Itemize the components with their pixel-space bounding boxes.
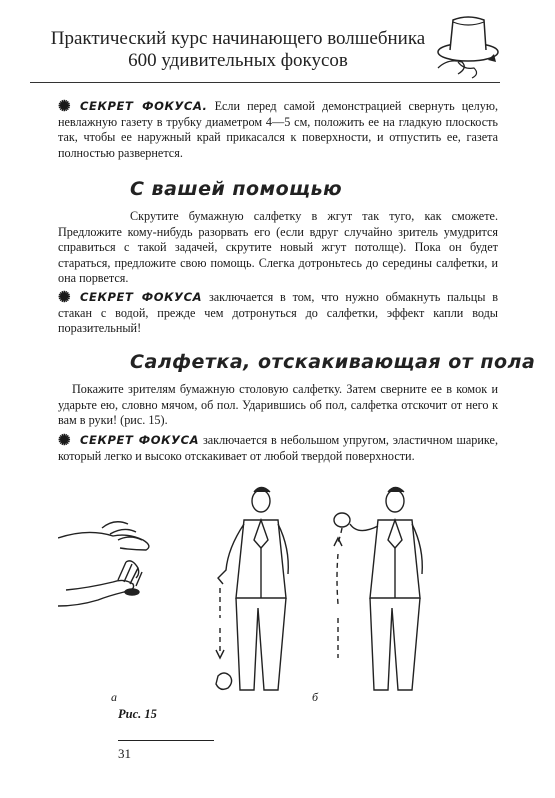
section-heading: Салфетка, отскакивающая от пола [130, 351, 536, 373]
paragraph-secret-1 [58, 99, 498, 161]
asterisk-icon: ✺ [58, 433, 71, 449]
asterisk-icon: ✺ [58, 99, 71, 115]
page-number: 31 [118, 746, 131, 761]
paragraph-secret-2 [58, 290, 498, 337]
header-title-line-1: Практический курс начинающего волшебника [50, 28, 426, 49]
section-paragraph: Скрутите бумажную салфетку в жгут так туго, как сможете. Предложите кому-нибудь разорвать его (если вдруг случайно зритель умудрится справиться с такой задачей, скрутите новый жгут потолще). Пока он будет стараться, предложите свою помощь. Слегка дотроньтесь до середины салфетки, и она порвется. [58, 209, 498, 286]
header-divider [30, 82, 500, 83]
hands-drawing [58, 522, 149, 606]
header-title-line-2: 600 удивительных фокусов [128, 50, 348, 71]
secret-lead: СЕКРЕТ ФОКУСА [80, 433, 200, 447]
paragraph-text: заключается в том, что нужно обмакнуть пальцы в стакан с водой, прежде чем дотронуться до салфетки, эффект капли воды поразительный! [58, 290, 498, 336]
secret-lead: СЕКРЕТ ФОКУСА. [80, 99, 208, 113]
figure-illustration [58, 478, 498, 708]
asterisk-icon: ✺ [58, 290, 71, 306]
secret-lead: СЕКРЕТ ФОКУСА [80, 290, 203, 304]
figure-label-b: б [312, 690, 319, 704]
paragraph-secret-3 [58, 433, 498, 464]
paragraph-text: Если перед самой демонстрацией свернуть целую, невлажную газету в трубку диаметром 4—5 см, положить ее на гладкую плоскость так, чтобы ее наружный край прикасался к поверхности, и отпустить ее, газета полностью развернется. [58, 99, 498, 160]
figure-caption: Рис. 15 [118, 707, 157, 721]
figure-label-a: а [111, 690, 117, 704]
magician-hat-icon [428, 8, 508, 86]
magician-figure-b [334, 488, 422, 691]
paragraph-text: заключается в небольшом упругом, эластичном шарике, который легко и высоко отскакивает от любой твердой поверхности. [58, 433, 498, 463]
section-paragraph: Покажите зрителям бумажную столовую салфетку. Затем сверните ее в комок и ударьте ею, словно мячом, об пол. Ударившись об пол, салфетка отскочит от него к вам в руки! (рис. 15). [58, 382, 498, 428]
running-header [38, 28, 438, 72]
footer-divider [118, 740, 214, 741]
section-heading: С вашей помощью [130, 178, 343, 200]
magician-figure-a [216, 488, 288, 691]
